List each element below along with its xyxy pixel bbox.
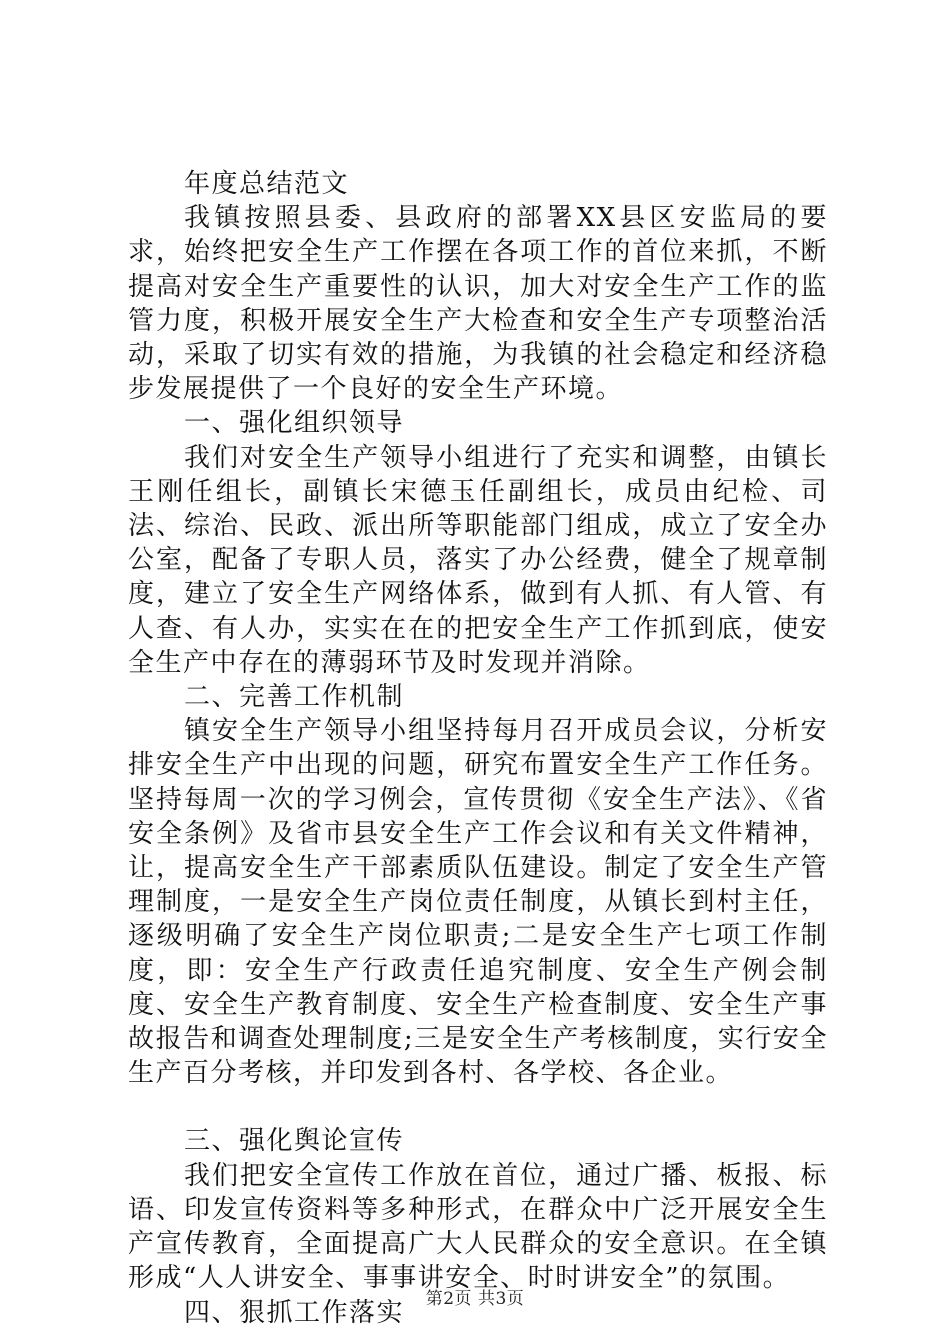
- document-title: 年度总结范文: [184, 169, 350, 199]
- section-heading-3: 三、强化舆论宣传: [184, 1126, 405, 1157]
- section-heading-4: 四、狠抓工作落实: [184, 1297, 405, 1328]
- document-body: [128, 167, 828, 1330]
- section-heading-1: 一、强化组织领导: [184, 408, 405, 439]
- paragraph-gap: [128, 1090, 828, 1124]
- section-body-3: 我们把安全宣传工作放在首位，通过广播、板报、标语、印发宣传资料等多种形式，在群众中广泛开展安全生产宣传教育，全面提高广大人民群众的安全意识。在全镇形成“人人讲安全、事事讲安全、时时讲安全”的氛围。: [128, 1160, 828, 1294]
- section-heading-2: 二、完善工作机制: [184, 682, 405, 713]
- section-body-1: 我们对安全生产领导小组进行了充实和调整，由镇长王刚任组长，副镇长宋德玉任副组长，成员由纪检、司法、综治、民政、派出所等职能部门组成，成立了安全办公室，配备了专职人员，落实了办公经费，健全了规章制度，建立了安全生产网络体系，做到有人抓、有人管、有人查、有人办，实实在在的把安全生产工作抓到底，使安全生产中存在的薄弱环节及时发现并消除。: [128, 442, 828, 678]
- section-body-2: 镇安全生产领导小组坚持每月召开成员会议，分析安排安全生产中出现的问题，研究布置安全生产工作任务。坚持每周一次的学习例会，宣传贯彻《安全生产法》、《省安全条例》及省市县安全生产工作会议和有关文件精神，让，提高安全生产干部素质队伍建设。制定了安全生产管理制度，一是安全生产岗位责任制度，从镇长到村主任，逐级明确了安全生产岗位职责;二是安全生产七项工作制度，即：安全生产行政责任追究制度、安全生产例会制度、安全生产教育制度、安全生产检查制度、安全生产事故报告和调查处理制度;三是安全生产考核制度，实行安全生产百分考核，并印发到各村、各学校、各企业。: [128, 716, 828, 1089]
- page-footer: 第2页 共3页: [425, 1289, 525, 1309]
- intro-paragraph: 我镇按照县委、县政府的部署XX县区安监局的要求，始终把安全生产工作摆在各项工作的首位来抓，不断提高对安全生产重要性的认识，加大对安全生产工作的监管力度，积极开展安全生产大检查和安全生产专项整治活动，采取了切实有效的措施，为我镇的社会稳定和经济稳步发展提供了一个良好的安全生产环境。: [128, 203, 828, 405]
